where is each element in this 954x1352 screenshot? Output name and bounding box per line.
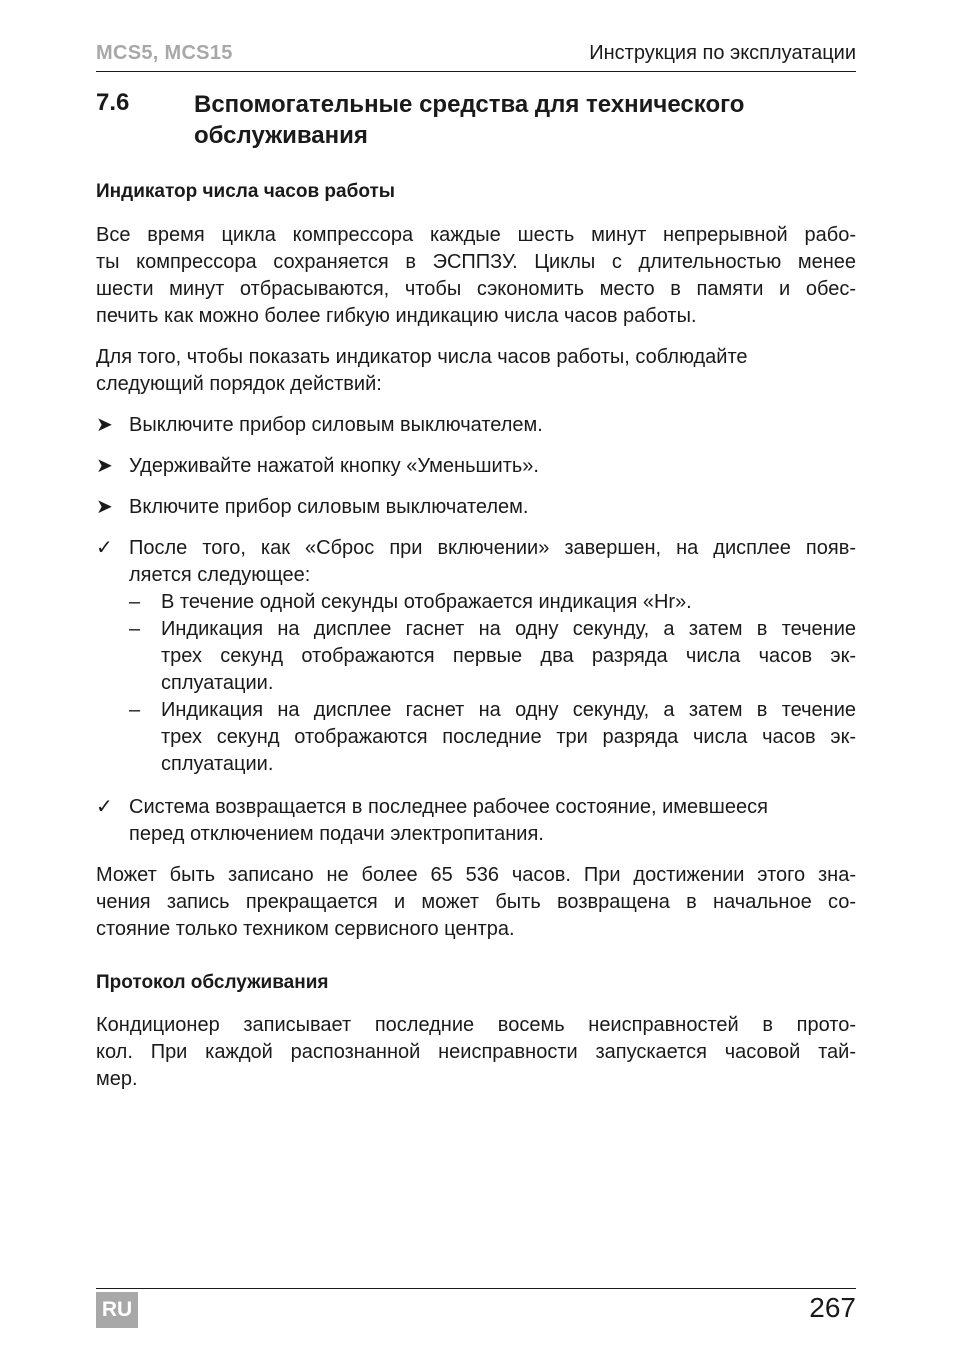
text-line: стояние только техником сервисного центра. — [96, 918, 515, 940]
text-line: мер. — [96, 1068, 138, 1090]
paragraph-hours-limit — [96, 862, 856, 943]
result-text: перед отключением подачи электропитания. — [129, 823, 544, 845]
paragraph-procedure — [96, 344, 856, 398]
sub-list-item — [129, 616, 856, 697]
sub-item-text: Индикация на дисплее гаснет на одну секунду, а затем в течение — [161, 699, 856, 721]
checkmark-icon: ✓ — [96, 537, 113, 559]
text-line: ты компрессора сохраняется в ЭСППЗУ. Циклы с длительностью менее — [96, 251, 856, 273]
text-line: печить как можно более гибкую индикацию числа часов работы. — [96, 305, 697, 327]
section-title-line: обслуживания — [194, 122, 368, 149]
header-divider — [96, 71, 856, 72]
result-text: ляется следующее: — [129, 564, 311, 586]
sub-list-item — [129, 589, 856, 616]
paragraph-service-log — [96, 1012, 856, 1093]
sub-item-text: В течение одной секунды отображается индикация «Hr». — [161, 591, 692, 613]
sub-item-text: Индикация на дисплее гаснет на одну секунду, а затем в течение — [161, 618, 856, 640]
sub-item-text: трех секунд отображаются первые два разряда числа часов эк- — [161, 645, 856, 667]
step-text: Удерживайте нажатой кнопку «Уменьшить». — [129, 455, 539, 477]
text-line: шести минут отбрасываются, чтобы сэкономить место в памяти и обес- — [96, 278, 856, 300]
text-line: Может быть записано не более 65 536 часов. При достижении этого зна- — [96, 864, 856, 886]
result-text: Система возвращается в последнее рабочее состояние, имевшееся — [129, 796, 768, 818]
sub-item-text: сплуатации. — [161, 672, 274, 694]
section-title-line: Вспомогательные средства для технического — [194, 91, 745, 118]
footer-divider — [96, 1288, 856, 1289]
dash-bullet: – — [129, 699, 141, 721]
arrow-bullet-icon: ➤ — [96, 455, 113, 477]
section-title — [194, 89, 844, 151]
product-name: MCS5, MCS15 — [96, 42, 233, 64]
document-title: Инструкция по эксплуатации — [589, 42, 856, 64]
subheading-service-log: Протокол обслуживания — [96, 972, 329, 993]
sub-item-text: трех секунд отображаются последние три разряда числа часов эк- — [161, 726, 856, 748]
sub-item-text: сплуатации. — [161, 753, 274, 775]
step-text: Включите прибор силовым выключателем. — [129, 496, 529, 518]
dash-bullet: – — [129, 618, 141, 640]
text-line: Все время цикла компрессора каждые шесть минут непрерывной рабо- — [96, 224, 856, 246]
language-badge: RU — [96, 1292, 138, 1328]
step-text: Выключите прибор силовым выключателем. — [129, 414, 543, 436]
checkmark-icon: ✓ — [96, 796, 113, 818]
arrow-bullet-icon: ➤ — [96, 414, 113, 436]
page-header — [96, 42, 856, 68]
arrow-bullet-icon: ➤ — [96, 496, 113, 518]
text-line: Для того, чтобы показать индикатор числа часов работы, соблюдайте — [96, 346, 748, 368]
text-line: кол. При каждой распознанной неисправности запускается часовой тай- — [96, 1041, 856, 1063]
text-line: чения запись прекращается и может быть возвращена в начальное со- — [96, 891, 856, 913]
text-line: следующий порядок действий: — [96, 373, 382, 395]
result-text: После того, как «Сброс при включении» завершен, на дисплее появ- — [129, 537, 856, 559]
subheading-hours: Индикатор числа часов работы — [96, 181, 395, 202]
sub-list-item — [129, 697, 856, 778]
text-line: Кондиционер записывает последние восемь неисправностей в прото- — [96, 1014, 856, 1036]
section-number: 7.6 — [96, 89, 130, 116]
paragraph-hours-intro — [96, 222, 856, 330]
page-number: 267 — [809, 1292, 856, 1323]
dash-bullet: – — [129, 591, 141, 613]
